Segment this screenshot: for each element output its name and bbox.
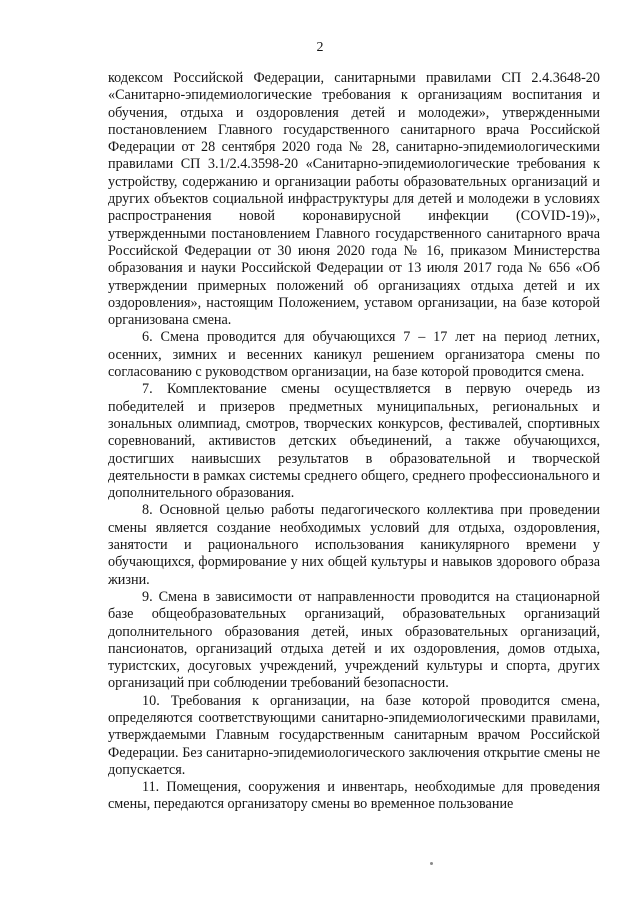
- paragraph-item-6: 6. Смена проводится для обучающихся 7 – 17 лет на период летних, осенних, зимних и весенних каникул решением организатора смены по согласованию с руководством организации, на базе которой проводится смена.: [108, 329, 600, 381]
- paragraph-item-10: 10. Требования к организации, на базе которой проводится смена, определяются соответствующими санитарно-эпидемиологическими правилами, утверждаемыми Главным государственным санитарным врачом Российской Федерации. Без санитарно-эпидемиологического заключения открытие смены не допускается.: [108, 692, 600, 778]
- paragraph-item-8: 8. Основной целью работы педагогического коллектива при проведении смены является создание необходимых условий для отдыха, оздоровления, занятости и рационального использования каникулярного времени у обучающихся, формирование у них общей культуры и навыков здорового образа жизни.: [108, 502, 600, 588]
- paragraph-item-11: 11. Помещения, сооружения и инвентарь, необходимые для проведения смены, передаются организатору смены во временное пользование: [108, 779, 600, 813]
- paragraph-item-7: 7. Комплектование смены осуществляется в первую очередь из победителей и призеров предметных муниципальных, региональных и зональных олимпиад, смотров, творческих конкурсов, фестивалей, спортивных соревнований, активистов детских объединений, а также обучающихся, достигших наивысших результатов в образовательной и творческой деятельности в рамках системы среднего общего, среднего профессионального и дополнительного образования.: [108, 381, 600, 502]
- document-body: [108, 70, 600, 814]
- scan-speck: [430, 862, 433, 865]
- paragraph-continuation: кодексом Российской Федерации, санитарными правилами СП 2.4.3648-20 «Санитарно-эпидемиологические требования к организациям воспитания и обучения, отдыха и оздоровления детей и молодежи», утвержденными постановлением Главного государственного санитарного врача Российской Федерации от 28 сентября 2020 года № 28, санитарно-эпидемиологическими правилами СП 3.1/2.4.3598-20 «Санитарно-эпидемиологические требования к устройству, содержанию и организации работы образовательных организаций и других объектов социальной инфраструктуры для детей и молодежи в условиях распространения новой коронавирусной инфекции (COVID-19)», утвержденными постановлением Главного государственного санитарного врача Российской Федерации от 30 июня 2020 года № 16, приказом Министерства образования и науки Российской Федерации от 13 июля 2017 года № 656 «Об утверждении примерных положений об организациях отдыха детей и их оздоровления», настоящим Положением, уставом организации, на базе которой организована смена.: [108, 70, 600, 329]
- paragraph-item-9: 9. Смена в зависимости от направленности проводится на стационарной базе общеобразовательных организаций, образовательных организаций дополнительного образования детей, иных образовательных организаций, пансионатов, организаций отдыха детей и их оздоровления, домов отдыха, туристских, досуговых учреждений, учреждений культуры и спорта, других организаций при соблюдении требований безопасности.: [108, 588, 600, 692]
- page-number: 2: [316, 40, 324, 55]
